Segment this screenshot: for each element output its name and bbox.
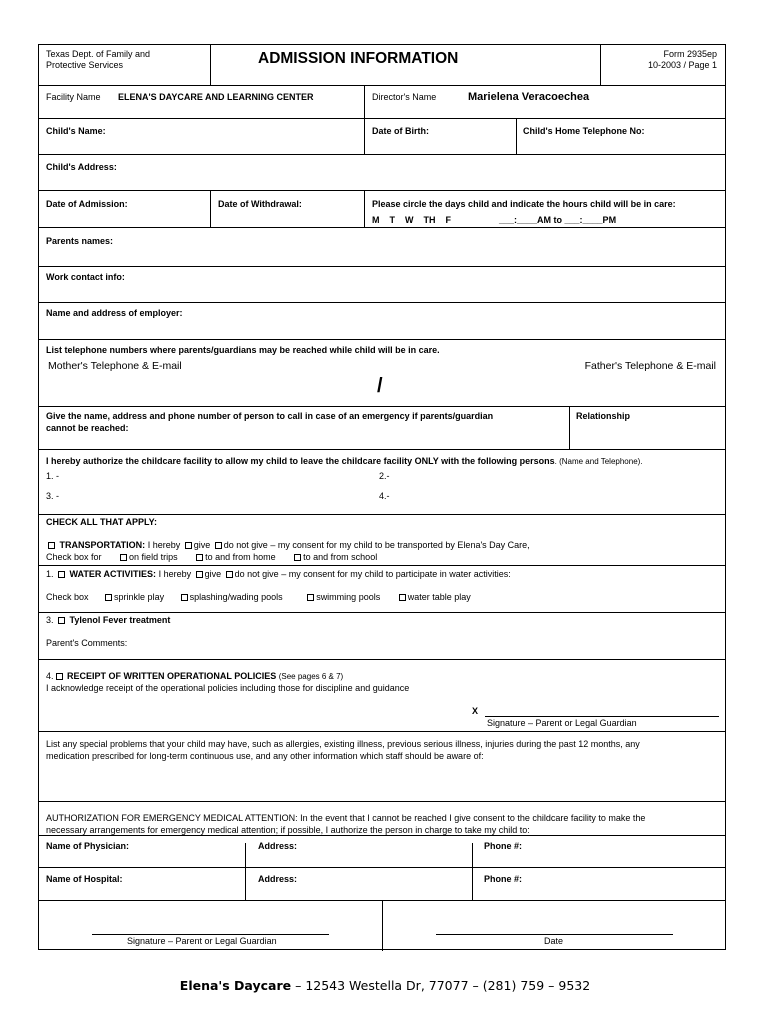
swimming-pools-checkbox[interactable]	[307, 594, 314, 601]
water-activities-text-1: I hereby	[158, 569, 192, 579]
water-give-label: give	[204, 569, 222, 579]
transportation-do-not-give-label: do not give	[223, 540, 268, 550]
agency-name-line2: Protective Services	[46, 60, 124, 70]
pickup-person-2[interactable]: 2.-	[379, 471, 390, 481]
care-days-options[interactable]: M T W TH F	[372, 215, 451, 225]
pickup-authorization-text: I hereby authorize the childcare facility to allow my child to leave the childcare facility ONLY with the following persons	[46, 456, 555, 466]
director-name-label: Director's Name	[372, 92, 437, 102]
mother-phone-label: Mother's Telephone & E-mail	[48, 360, 182, 372]
transportation-checkbox[interactable]	[48, 542, 55, 549]
pickup-person-3[interactable]: 3. -	[46, 491, 60, 501]
parents-names-label: Parents names:	[46, 236, 114, 246]
hospital-address-label: Address:	[258, 874, 298, 884]
policies-acknowledgement: I acknowledge receipt of the operational policies including those for discipline and guidance	[46, 683, 410, 693]
transportation-row	[46, 540, 530, 550]
relationship-label: Relationship	[576, 411, 631, 421]
care-hours-field[interactable]: ___:____AM to ___:____PM	[499, 215, 617, 225]
check-box-label: Check box	[46, 592, 89, 602]
form-title: ADMISSION INFORMATION	[258, 50, 459, 67]
policies-pages: (See pages 6 & 7)	[278, 672, 344, 681]
special-problems-line2: medication prescribed for long-term continuous use, and any other information which staff should be aware of:	[46, 751, 484, 761]
footer-contact	[0, 978, 770, 993]
water-do-not-give-checkbox[interactable]	[226, 571, 233, 578]
pickup-person-4[interactable]: 4.-	[379, 491, 390, 501]
check-all-heading: CHECK ALL THAT APPLY:	[46, 517, 158, 527]
child-home-phone-label: Child's Home Telephone No:	[523, 126, 645, 136]
parents-comments-label: Parent's Comments:	[46, 638, 128, 648]
physician-name-label: Name of Physician:	[46, 841, 130, 851]
transportation-options-row	[46, 552, 377, 562]
pickup-authorization-label	[46, 456, 643, 466]
swimming-pools-label: swimming pools	[316, 592, 381, 602]
facility-name-label: Facility Name	[46, 92, 101, 102]
father-phone-label: Father's Telephone & E-mail	[584, 360, 716, 372]
policies-title: RECEIPT OF WRITTEN OPERATIONAL POLICIES	[67, 671, 277, 681]
child-name-label: Child's Name:	[46, 126, 106, 136]
water-table-play-label: water table play	[407, 592, 471, 602]
check-box-for-label: Check box for	[46, 552, 102, 562]
to-from-home-checkbox[interactable]	[196, 554, 203, 561]
tylenol-row	[46, 615, 170, 625]
water-activities-text-2: – my consent for my child to participate in water activities:	[281, 569, 511, 579]
parent-phones-label: List telephone numbers where parents/guardians may be reached while child will be in care.	[46, 345, 440, 355]
transportation-text-2: – my consent for my child to be transported by Elena's Day Care,	[270, 540, 530, 550]
facility-name-value: ELENA'S DAYCARE AND LEARNING CENTER	[118, 92, 314, 102]
water-give-checkbox[interactable]	[196, 571, 203, 578]
medical-date-label: Date	[544, 936, 564, 946]
physician-address-label: Address:	[258, 841, 298, 851]
medical-date-line[interactable]	[436, 934, 673, 935]
sprinkle-play-label: sprinkle play	[114, 592, 165, 602]
employer-label: Name and address of employer:	[46, 308, 183, 318]
policies-checkbox[interactable]	[56, 673, 63, 680]
agency-name-line1: Texas Dept. of Family and	[46, 49, 151, 59]
date-of-birth-label: Date of Birth:	[372, 126, 429, 136]
medical-signature-line[interactable]	[92, 934, 329, 935]
admission-form	[38, 44, 726, 950]
to-from-school-checkbox[interactable]	[294, 554, 301, 561]
pickup-authorization-suffix: . (Name and Telephone).	[554, 457, 643, 466]
emergency-contact-label-line2: cannot be reached:	[46, 423, 129, 433]
tylenol-checkbox[interactable]	[58, 617, 65, 624]
form-date: 10-2003 / Page 1	[647, 60, 717, 70]
splashing-pools-checkbox[interactable]	[181, 594, 188, 601]
transportation-text-1: I hereby	[147, 540, 181, 550]
director-name-value: Marielena Veracoechea	[468, 91, 590, 103]
hospital-name-label: Name of Hospital:	[46, 874, 123, 884]
emergency-contact-label-line1: Give the name, address and phone number of person to call in case of an emergency if parents/guardian	[46, 411, 494, 421]
water-do-not-give-label: do not give	[234, 569, 279, 579]
water-table-play-checkbox[interactable]	[399, 594, 406, 601]
policies-row	[46, 671, 343, 681]
water-activities-row	[46, 569, 511, 579]
date-of-admission-label: Date of Admission:	[46, 199, 128, 209]
transportation-title: TRANSPORTATION:	[59, 540, 146, 550]
phone-separator: /	[377, 375, 383, 397]
transportation-do-not-give-checkbox[interactable]	[215, 542, 222, 549]
to-from-school-label: to and from school	[303, 552, 378, 562]
policies-signature-line[interactable]	[485, 716, 719, 717]
water-activities-number: 1.	[46, 569, 54, 579]
to-from-home-label: to and from home	[205, 552, 276, 562]
footer-address-phone: – 12543 Westella Dr, 77077 – (281) 759 – 9532	[291, 978, 591, 993]
policies-signature-label: Signature – Parent or Legal Guardian	[487, 718, 637, 728]
water-activities-checkbox[interactable]	[58, 571, 65, 578]
footer-business-name: Elena's Daycare	[179, 978, 292, 993]
policies-number: 4.	[46, 671, 54, 681]
transportation-give-label: give	[193, 540, 211, 550]
medical-authorization-line1: AUTHORIZATION FOR EMERGENCY MEDICAL ATTENTION: In the event that I cannot be reached I give consent to the childcare facility to make the	[46, 813, 646, 823]
field-trips-checkbox[interactable]	[120, 554, 127, 561]
form-number: Form 2935ep	[663, 49, 717, 59]
special-problems-line1: List any special problems that your child may have, such as allergies, existing illness, previous serious illness, injuries during the past 12 months, any	[46, 739, 640, 749]
signature-x-mark: X	[472, 706, 479, 716]
field-trips-label: on field trips	[129, 552, 178, 562]
medical-signature-label: Signature – Parent or Legal Guardian	[127, 936, 277, 946]
care-days-label: Please circle the days child and indicate the hours child will be in care:	[372, 199, 676, 209]
tylenol-number: 3.	[46, 615, 54, 625]
child-address-label: Child's Address:	[46, 162, 117, 172]
splashing-pools-label: splashing/wading pools	[189, 592, 283, 602]
water-options-row	[46, 592, 471, 602]
water-activities-title: WATER ACTIVITIES:	[69, 569, 157, 579]
transportation-give-checkbox[interactable]	[185, 542, 192, 549]
hospital-phone-label: Phone #:	[484, 874, 523, 884]
date-of-withdrawal-label: Date of Withdrawal:	[218, 199, 302, 209]
pickup-person-1[interactable]: 1. -	[46, 471, 60, 481]
physician-phone-label: Phone #:	[484, 841, 523, 851]
sprinkle-play-checkbox[interactable]	[105, 594, 112, 601]
medical-authorization-line2: necessary arrangements for emergency medical attention; if possible, I authorize the person in charge to take my child to:	[46, 825, 530, 835]
work-contact-label: Work contact info:	[46, 272, 125, 282]
tylenol-title: Tylenol Fever treatment	[69, 615, 171, 625]
